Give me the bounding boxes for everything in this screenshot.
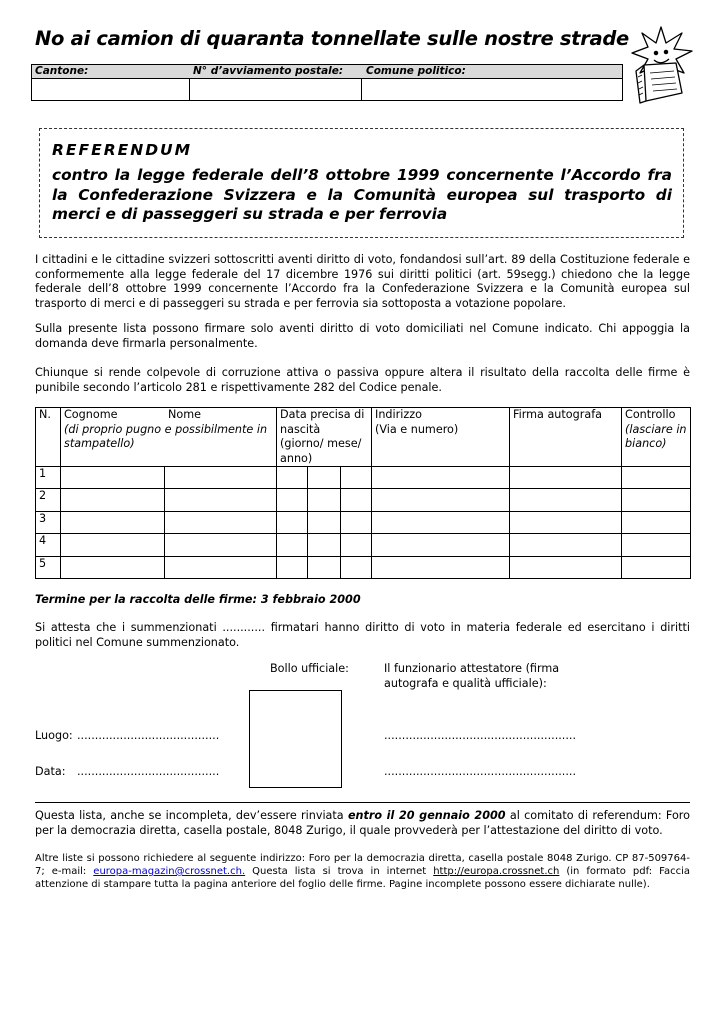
official-stamp-label: Bollo ufficiale: — [270, 662, 349, 675]
signatory-line[interactable]: ...................................................... — [384, 729, 577, 742]
cantone-label: Cantone: — [35, 65, 89, 77]
data-label: Data: — [35, 765, 66, 778]
col-controllo-note: (lasciare in bianco) — [625, 422, 687, 450]
col-data-header: Data precisa di nascità (giorno/ mese/ anno) — [277, 408, 372, 467]
star-book-logo-icon — [626, 23, 696, 105]
eligibility-paragraph: Sulla presente lista possono firmare solo aventi diritto di voto domiciliati nel Comune indicato. Chi appoggia la domanda deve firmarla personalmente. — [35, 322, 690, 350]
row-number: 1 — [36, 467, 61, 489]
row-number: 3 — [36, 512, 61, 534]
data-field[interactable]: ........................................ — [77, 765, 220, 778]
col-indirizzo-header: Indirizzo (Via e numero) — [372, 408, 510, 467]
footer-divider — [35, 802, 690, 803]
row-number: 4 — [36, 534, 61, 557]
header-divider — [361, 78, 362, 101]
deadline-text: Termine per la raccolta delle firme: 3 febbraio 2000 — [35, 593, 361, 606]
col-cognome-note: (di proprio pugno e possibilmente in stampatello) — [64, 422, 268, 450]
website-link[interactable]: http://europa.crossnet.ch — [433, 866, 560, 877]
official-stamp-box — [249, 690, 342, 788]
col-indirizzo-note: (Via e numero) — [375, 422, 459, 436]
col-cognome-label: Cognome — [64, 408, 118, 421]
more-lists-note: Altre liste si possono richiedere al seguente indirizzo: Foro per la democrazia diretta, casella postale 8048 Zurigo. CP 87-509764-7; e-mail: europa-magazin@crossnet.ch. Questa lista si trova in internet http://europa.crossnet.ch (in formato pdf: Faccia attenzione di stampare tutta la pagina anteriore del foglio delle firme. Pagine incomplete possono essere dichiarate nulle). — [35, 853, 690, 890]
signatory-quality-line[interactable]: ...................................................... — [384, 765, 577, 778]
postal-code-field[interactable] — [193, 79, 358, 99]
referendum-text: contro la legge federale dell’8 ottobre 1999 concernente l’Accordo fra la Confederazione Svizzera e la Comunità europea sul trasporto di merci e di passeggeri su strada e per ferrovia — [52, 166, 672, 223]
official-signatory-label: Il funzionario attestatore (firma autografa e qualità ufficiale): — [384, 662, 560, 690]
comune-label: Comune politico: — [366, 65, 466, 77]
row-number: 5 — [36, 557, 61, 579]
table-row — [36, 534, 691, 557]
email-link[interactable]: europa-magazin@crossnet.ch. — [93, 866, 246, 877]
table-row — [36, 467, 691, 489]
col-firma-header: Firma autografa — [510, 408, 622, 467]
table-row — [36, 512, 691, 534]
luogo-label: Luogo: — [35, 729, 73, 742]
table-header-row — [36, 408, 691, 467]
table-row — [36, 489, 691, 512]
page-title: No ai camion di quaranta tonnellate sulle nostre strade — [35, 27, 629, 50]
col-cognome-nome-header — [61, 408, 277, 467]
col-n-header: N. — [36, 408, 61, 467]
cantone-field[interactable] — [33, 79, 187, 99]
signature-table — [35, 407, 691, 579]
header-divider — [189, 78, 190, 101]
table-row — [36, 557, 691, 579]
penalty-paragraph: Chiunque si rende colpevole di corruzione attiva o passiva oppure altera il risultato della raccolta delle firme è punibile secondo l’articolo 281 e rispettivamente 282 del Codice penale. — [35, 366, 690, 394]
col-nome-label: Nome — [168, 408, 201, 421]
col-data-note: (giorno/ mese/ anno) — [280, 437, 362, 465]
col-controllo-header: Controllo (lasciare in bianco) — [622, 408, 691, 467]
row-number: 2 — [36, 489, 61, 512]
luogo-field[interactable]: ........................................ — [77, 729, 220, 742]
postal-code-label: N° d’avviamento postale: — [193, 65, 344, 77]
comune-field[interactable] — [364, 79, 619, 99]
referendum-heading: REFERENDUM — [52, 141, 193, 159]
intro-paragraph: I cittadini e le cittadine svizzeri sottoscritti aventi diritto di voto, fondandosi sull’art. 89 della Costituzione federale e conformemente alla legge federale del 17 dicembre 1976 sui diritti politici (art. 59segg.) chiedono che la legge federale dell’8 ottobre 1999 concernente l’Accordo fra la Confederazione Svizzera e la Comunità europea sul trasporto di merci e di passeggeri su strada e per ferrovia sia sottoposta a votazione popolare. — [35, 253, 690, 310]
attestation-paragraph: Si attesta che i summenzionati ............ firmatari hanno diritto di voto in materia federale ed esercitano i diritti politici nel Comune summenzionato. — [35, 621, 690, 649]
return-deadline: entro il 20 gennaio 2000 — [347, 809, 506, 822]
return-instructions: Questa lista, anche se incompleta, dev’essere rinviata entro il 20 gennaio 2000 al comitato di referendum: Foro per la democrazia diretta, casella postale, 8048 Zurigo, il quale provvederà per l’attestazione del diritto di voto. — [35, 809, 690, 837]
